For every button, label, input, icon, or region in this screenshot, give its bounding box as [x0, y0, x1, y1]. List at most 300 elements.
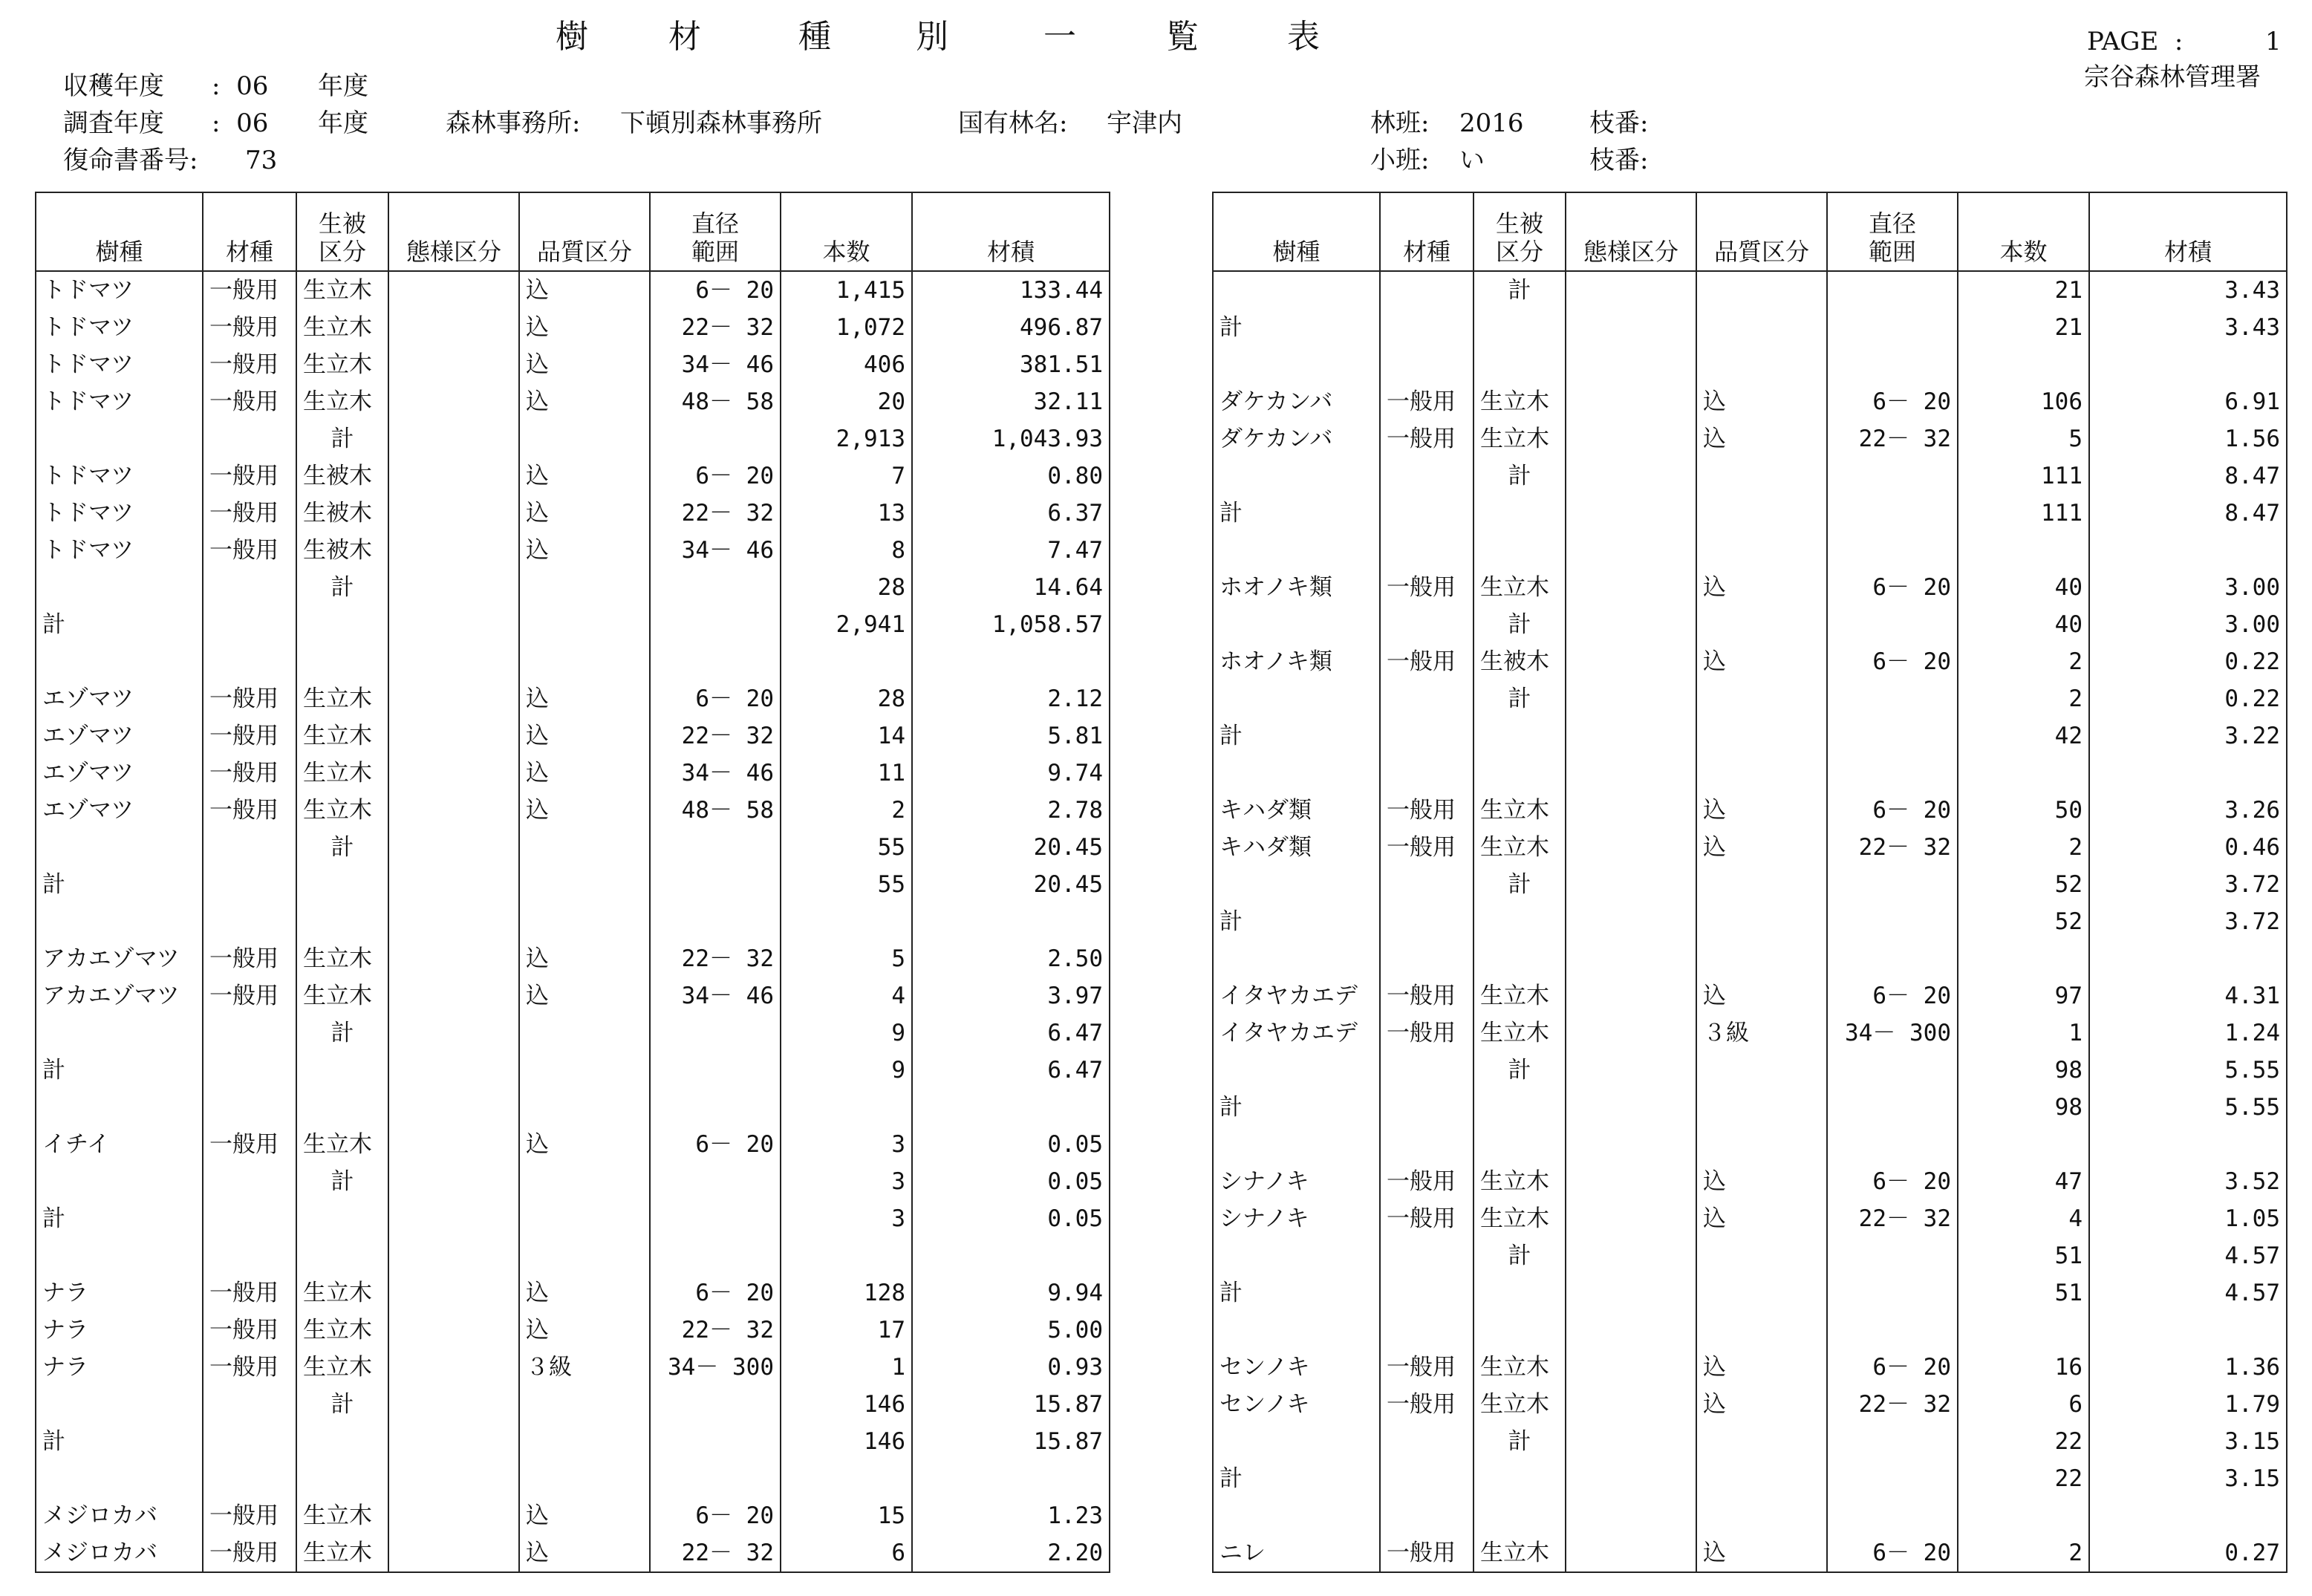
cell-condition [388, 1386, 519, 1423]
cell-volume: 2.50 [912, 940, 1110, 977]
left-timber-table [35, 192, 1110, 1573]
cell-quality [1696, 309, 1827, 346]
blank-row [36, 1237, 1110, 1274]
cell-material: 一般用 [1380, 1534, 1474, 1572]
cell-count: 6 [1958, 1386, 2089, 1423]
cell-material [203, 1014, 296, 1052]
cell-diameter [650, 1386, 781, 1423]
table-row [1213, 569, 2287, 606]
cell-material [1380, 1460, 1474, 1497]
cell-volume: 1.79 [2089, 1386, 2287, 1423]
cell-cover: 生立木 [296, 717, 388, 755]
cell-material: 一般用 [203, 495, 296, 532]
cell-quality: 込 [1696, 829, 1827, 866]
cell-quality: 込 [519, 309, 650, 346]
cell-species: エゾマツ [36, 680, 203, 717]
cell-species [1213, 1423, 1380, 1460]
cell-volume: 3.15 [2089, 1423, 2287, 1460]
cell-species: ホオノキ類 [1213, 569, 1380, 606]
cell-quality [519, 569, 650, 606]
cell-condition [388, 1349, 519, 1386]
cell-cover: 生立木 [296, 680, 388, 717]
cell-volume [2089, 532, 2287, 569]
cell-condition [388, 680, 519, 717]
cell-volume [2089, 1497, 2287, 1534]
cell-condition [388, 1052, 519, 1089]
cell-count: 98 [1958, 1089, 2089, 1126]
total-label: 計 [1213, 1274, 1380, 1312]
cell-diameter: 6－ 20 [1827, 792, 1958, 829]
subtotal-label: 計 [296, 829, 388, 866]
cell-count: 22 [1958, 1423, 2089, 1460]
cell-volume: 3.00 [2089, 569, 2287, 606]
title-char: 種 [798, 18, 831, 56]
cell-species: キハダ類 [1213, 829, 1380, 866]
subtotal-label: 計 [296, 1163, 388, 1200]
cell-diameter [650, 1163, 781, 1200]
rinpan-value: 2016 [1459, 108, 1524, 138]
cell-count: 2,941 [781, 606, 912, 643]
cell-count: 21 [1958, 271, 2089, 309]
cell-cover: 生被木 [1474, 643, 1566, 680]
cell-condition [388, 1014, 519, 1052]
cell-material: 一般用 [1380, 643, 1474, 680]
cell-count: 1,415 [781, 271, 912, 309]
cell-diameter: 6－ 20 [1827, 1163, 1958, 1200]
cell-material: 一般用 [203, 1126, 296, 1163]
col-header-volume: 材積 [912, 192, 1110, 271]
col-header-material: 材種 [1380, 192, 1474, 271]
cell-quality: 込 [519, 792, 650, 829]
office-name: 宗谷森林管理署 [2084, 62, 2261, 92]
cell-count [1958, 1126, 2089, 1163]
title-char: 材 [668, 18, 701, 56]
cell-species [1213, 1052, 1380, 1089]
cell-material: 一般用 [1380, 977, 1474, 1014]
cell-species: ナラ [36, 1349, 203, 1386]
cell-cover: 生立木 [1474, 1386, 1566, 1423]
cell-material [203, 903, 296, 940]
cell-count: 3 [781, 1126, 912, 1163]
cell-diameter [1827, 1312, 1958, 1349]
cell-material: 一般用 [1380, 420, 1474, 457]
cell-species: トドマツ [36, 271, 203, 309]
cell-diameter [1827, 606, 1958, 643]
cell-material [203, 1200, 296, 1237]
cell-condition [1566, 1312, 1696, 1349]
cell-cover: 生立木 [296, 1126, 388, 1163]
cell-count [1958, 532, 2089, 569]
cell-species [36, 420, 203, 457]
cell-material: 一般用 [203, 271, 296, 309]
cell-quality [519, 1386, 650, 1423]
cell-quality [1696, 1497, 1827, 1534]
cell-material [203, 1237, 296, 1274]
col-header-count: 本数 [1958, 192, 2089, 271]
cell-quality: 込 [519, 457, 650, 495]
cell-quality [1696, 1126, 1827, 1163]
cell-material: 一般用 [203, 1274, 296, 1312]
cell-diameter: 34－ 46 [650, 755, 781, 792]
table-row [1213, 643, 2287, 680]
cell-cover: 生立木 [1474, 1014, 1566, 1052]
cell-volume: 2.12 [912, 680, 1110, 717]
survey-year-unit: 年度 [318, 108, 368, 138]
cell-diameter: 6－ 20 [1827, 643, 1958, 680]
cell-volume: 5.55 [2089, 1089, 2287, 1126]
title-char: 覧 [1166, 18, 1199, 56]
cell-cover: 生立木 [296, 755, 388, 792]
cell-quality: 込 [519, 1534, 650, 1572]
cell-material [203, 643, 296, 680]
cell-quality: 込 [1696, 792, 1827, 829]
cell-species: エゾマツ [36, 717, 203, 755]
table-row [36, 495, 1110, 532]
cell-count: 7 [781, 457, 912, 495]
cell-material: 一般用 [1380, 1200, 1474, 1237]
cell-volume: 6.47 [912, 1014, 1110, 1052]
cell-species: トドマツ [36, 457, 203, 495]
page-label: PAGE : [2087, 27, 2184, 56]
cell-volume [2089, 346, 2287, 383]
cell-condition [388, 271, 519, 309]
table-row [36, 309, 1110, 346]
cell-cover: 生立木 [296, 309, 388, 346]
cell-condition [388, 532, 519, 569]
cell-quality: 込 [1696, 1534, 1827, 1572]
cell-quality: 込 [519, 1126, 650, 1163]
total-label: 計 [36, 1052, 203, 1089]
cell-volume: 14.64 [912, 569, 1110, 606]
table-row [36, 457, 1110, 495]
cell-diameter [1827, 1126, 1958, 1163]
cell-quality [519, 866, 650, 903]
cell-species [1213, 271, 1380, 309]
cell-condition [1566, 680, 1696, 717]
cell-condition [1566, 1163, 1696, 1200]
cell-count: 2 [781, 792, 912, 829]
cell-material: 一般用 [1380, 1163, 1474, 1200]
subtotal-label: 計 [1474, 271, 1566, 309]
cell-condition [1566, 457, 1696, 495]
cell-diameter: 34－ 46 [650, 346, 781, 383]
harvest-year-value: : 06 [212, 71, 269, 101]
cell-cover: 生立木 [296, 271, 388, 309]
cell-diameter [650, 643, 781, 680]
cell-count: 50 [1958, 792, 2089, 829]
cell-count: 6 [781, 1534, 912, 1572]
cell-count [1958, 940, 2089, 977]
cell-quality [519, 420, 650, 457]
cell-volume: 4.57 [2089, 1237, 2287, 1274]
cell-volume: 3.43 [2089, 309, 2287, 346]
cell-quality: 込 [519, 977, 650, 1014]
cell-volume: 3.22 [2089, 717, 2287, 755]
cell-diameter: 22－ 32 [1827, 1200, 1958, 1237]
subtotal-label: 計 [296, 1014, 388, 1052]
cell-species: シナノキ [1213, 1163, 1380, 1200]
col-header-condition: 態様区分 [388, 192, 519, 271]
cell-volume: 2.78 [912, 792, 1110, 829]
cell-count: 14 [781, 717, 912, 755]
cell-material [203, 866, 296, 903]
cell-volume: 6.91 [2089, 383, 2287, 420]
cell-condition [1566, 309, 1696, 346]
cell-cover [1474, 1089, 1566, 1126]
cell-diameter [650, 1200, 781, 1237]
cell-volume: 9.74 [912, 755, 1110, 792]
cell-volume: 0.05 [912, 1126, 1110, 1163]
cell-cover: 生立木 [296, 1497, 388, 1534]
cell-cover [296, 1460, 388, 1497]
cell-quality: 込 [1696, 1163, 1827, 1200]
total-label: 計 [36, 1200, 203, 1237]
subtotal-row [36, 569, 1110, 606]
cell-diameter [1827, 1052, 1958, 1089]
total-row [1213, 495, 2287, 532]
cell-quality [519, 1163, 650, 1200]
cell-quality [519, 1460, 650, 1497]
subtotal-row [1213, 866, 2287, 903]
cell-diameter [650, 1237, 781, 1274]
cell-quality [519, 1237, 650, 1274]
subtotal-label: 計 [296, 569, 388, 606]
cell-quality: 込 [519, 1274, 650, 1312]
cell-count: 4 [1958, 1200, 2089, 1237]
cell-diameter: 6－ 20 [1827, 977, 1958, 1014]
cell-species [36, 903, 203, 940]
cell-diameter [1827, 495, 1958, 532]
cell-species [36, 829, 203, 866]
restoration-number-value: 73 [245, 146, 278, 175]
cell-volume: 0.93 [912, 1349, 1110, 1386]
cell-cover [296, 1237, 388, 1274]
cell-count: 8 [781, 532, 912, 569]
cell-condition [1566, 755, 1696, 792]
cell-material [203, 1089, 296, 1126]
cell-cover: 生立木 [1474, 1349, 1566, 1386]
rinpan-label: 林班: [1370, 108, 1430, 138]
cell-material: 一般用 [203, 309, 296, 346]
cell-volume: 496.87 [912, 309, 1110, 346]
cell-quality [519, 1423, 650, 1460]
cell-condition [388, 829, 519, 866]
cell-cover [1474, 1312, 1566, 1349]
cell-species [1213, 1126, 1380, 1163]
cell-count: 111 [1958, 457, 2089, 495]
subtotal-row [1213, 606, 2287, 643]
total-label: 計 [36, 866, 203, 903]
title-char: 別 [916, 18, 948, 56]
cell-quality [1696, 680, 1827, 717]
cell-quality [1696, 271, 1827, 309]
cell-volume: 1.24 [2089, 1014, 2287, 1052]
cell-count [1958, 1312, 2089, 1349]
cell-diameter [1827, 1460, 1958, 1497]
cell-volume [912, 1089, 1110, 1126]
cell-diameter [1827, 1237, 1958, 1274]
cell-volume: 20.45 [912, 866, 1110, 903]
cell-diameter: 22－ 32 [1827, 829, 1958, 866]
cell-species: トドマツ [36, 346, 203, 383]
blank-row [1213, 1497, 2287, 1534]
cell-condition [1566, 717, 1696, 755]
cell-diameter [1827, 717, 1958, 755]
cell-material: 一般用 [203, 457, 296, 495]
cell-quality [1696, 606, 1827, 643]
cell-condition [1566, 495, 1696, 532]
cell-condition [1566, 1534, 1696, 1572]
cell-material [1380, 346, 1474, 383]
table-row [36, 1126, 1110, 1163]
cell-volume: 4.31 [2089, 977, 2287, 1014]
cell-material [203, 1460, 296, 1497]
table-row [36, 1312, 1110, 1349]
col-header-diameter: 直径 範囲 [1827, 192, 1958, 271]
cell-material [1380, 866, 1474, 903]
cell-volume: 0.27 [2089, 1534, 2287, 1572]
cell-count: 13 [781, 495, 912, 532]
cell-count: 2,913 [781, 420, 912, 457]
cell-cover [296, 643, 388, 680]
cell-cover [1474, 346, 1566, 383]
cell-volume [2089, 1312, 2287, 1349]
cell-condition [1566, 606, 1696, 643]
total-row [1213, 717, 2287, 755]
col-header-diameter: 直径 範囲 [650, 192, 781, 271]
cell-cover: 生被木 [296, 457, 388, 495]
cell-count: 2 [1958, 680, 2089, 717]
cell-diameter: 6－ 20 [650, 271, 781, 309]
cell-condition [1566, 1237, 1696, 1274]
cell-diameter [1827, 866, 1958, 903]
total-row [36, 1052, 1110, 1089]
subtotal-row [36, 829, 1110, 866]
cell-diameter [650, 606, 781, 643]
cell-species [36, 1460, 203, 1497]
cell-volume: 1,043.93 [912, 420, 1110, 457]
cell-quality: 込 [519, 495, 650, 532]
cell-quality: 込 [519, 383, 650, 420]
table-row [36, 680, 1110, 717]
cell-volume: 8.47 [2089, 457, 2287, 495]
cell-material: 一般用 [203, 940, 296, 977]
cell-quality: 込 [1696, 1200, 1827, 1237]
cell-volume: 6.47 [912, 1052, 1110, 1089]
cell-count: 51 [1958, 1237, 2089, 1274]
cell-quality [519, 1200, 650, 1237]
cell-volume: 8.47 [2089, 495, 2287, 532]
cell-condition [388, 643, 519, 680]
cell-cover: 生立木 [296, 346, 388, 383]
edaban-label: 枝番: [1589, 108, 1649, 138]
subtotal-label: 計 [1474, 457, 1566, 495]
cell-volume: 3.97 [912, 977, 1110, 1014]
cell-condition [1566, 903, 1696, 940]
cell-volume: 4.57 [2089, 1274, 2287, 1312]
cell-condition [1566, 346, 1696, 383]
cell-volume: 381.51 [912, 346, 1110, 383]
cell-condition [1566, 1349, 1696, 1386]
cell-quality [519, 1052, 650, 1089]
cell-material [1380, 495, 1474, 532]
cell-quality [1696, 495, 1827, 532]
cell-count: 106 [1958, 383, 2089, 420]
cell-quality: 込 [519, 940, 650, 977]
cell-condition [1566, 1386, 1696, 1423]
cell-cover: 生立木 [1474, 383, 1566, 420]
cell-cover [1474, 755, 1566, 792]
cell-count: 11 [781, 755, 912, 792]
cell-count: 111 [1958, 495, 2089, 532]
cell-material [1380, 1126, 1474, 1163]
cell-diameter: 22－ 32 [650, 495, 781, 532]
total-label: 計 [1213, 1089, 1380, 1126]
cell-quality: 込 [1696, 420, 1827, 457]
cell-diameter [1827, 1497, 1958, 1534]
cell-diameter [650, 569, 781, 606]
cell-material: 一般用 [203, 717, 296, 755]
cell-species: シナノキ [1213, 1200, 1380, 1237]
cell-condition [388, 1126, 519, 1163]
table-row [1213, 792, 2287, 829]
cell-species: トドマツ [36, 309, 203, 346]
cell-condition [388, 1312, 519, 1349]
cell-cover: 生被木 [296, 532, 388, 569]
total-label: 計 [1213, 309, 1380, 346]
cell-volume: 7.47 [912, 532, 1110, 569]
cell-condition [388, 457, 519, 495]
cell-volume: 1.23 [912, 1497, 1110, 1534]
subtotal-label: 計 [1474, 866, 1566, 903]
cell-volume: 5.55 [2089, 1052, 2287, 1089]
cell-material: 一般用 [203, 532, 296, 569]
cell-diameter: 6－ 20 [1827, 383, 1958, 420]
cell-volume [912, 643, 1110, 680]
cell-condition [388, 792, 519, 829]
cell-material: 一般用 [203, 1312, 296, 1349]
cell-material [1380, 309, 1474, 346]
cell-quality: 込 [519, 346, 650, 383]
cell-species: エゾマツ [36, 755, 203, 792]
cell-cover [1474, 532, 1566, 569]
table-row [1213, 1200, 2287, 1237]
cell-quality: 込 [519, 1497, 650, 1534]
cell-condition [388, 383, 519, 420]
cell-material [1380, 1089, 1474, 1126]
cell-count: 2 [1958, 829, 2089, 866]
national-forest-value: 宇津内 [1107, 108, 1182, 138]
col-header-volume: 材積 [2089, 192, 2287, 271]
cell-cover [1474, 1497, 1566, 1534]
cell-condition [388, 903, 519, 940]
cell-count [1958, 1497, 2089, 1534]
cell-diameter: 34－ 46 [650, 977, 781, 1014]
cell-diameter [1827, 532, 1958, 569]
restoration-number-label: 復命書番号: [63, 146, 198, 175]
cell-species: トドマツ [36, 383, 203, 420]
cell-species: センノキ [1213, 1349, 1380, 1386]
cell-material [1380, 271, 1474, 309]
total-row [1213, 309, 2287, 346]
cell-volume: 5.81 [912, 717, 1110, 755]
cell-quality [1696, 1460, 1827, 1497]
cell-count: 3 [781, 1163, 912, 1200]
cell-cover [1474, 940, 1566, 977]
cell-diameter: 48－ 58 [650, 383, 781, 420]
cell-condition [1566, 1274, 1696, 1312]
cell-diameter [650, 1014, 781, 1052]
